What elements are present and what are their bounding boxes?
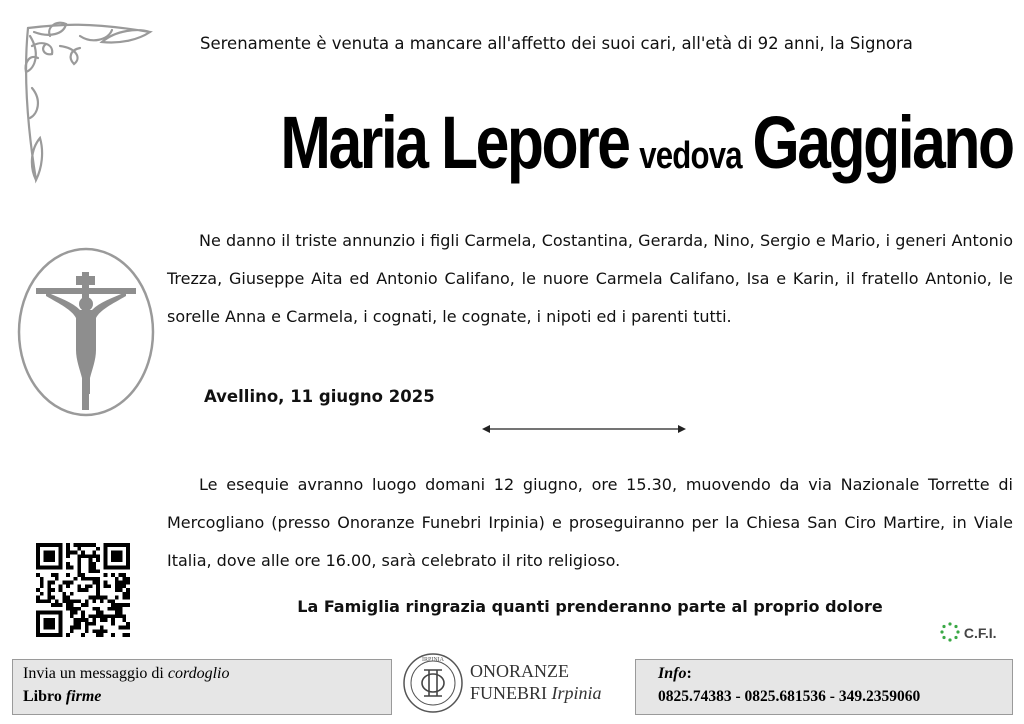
- double-arrow-divider-icon: [480, 422, 688, 436]
- info-phones[interactable]: 0825.74383 - 0825.681536 - 349.2359060: [658, 688, 921, 705]
- info-label-text: Info: [658, 665, 687, 682]
- corner-flourish-icon: [20, 18, 160, 188]
- cfi-logo-text: C.F.I.: [963, 625, 997, 641]
- funeral-details-paragraph: Le esequie avranno luogo domani 12 giugno, ore 15.30, muovendo da via Nazionale Torrette di Mercogliano (presso Onoranze Funebri Irpinia) e proseguiranno per la Chiesa San Ciro Martire, in Viale Italia, dove alle ore 16.00, sarà celebrato il rito religioso.: [167, 475, 1013, 570]
- funeral-home-brand: [470, 660, 602, 704]
- qr-code-icon[interactable]: [36, 543, 130, 637]
- brand-line-1: ONORANZE: [470, 661, 569, 681]
- cfi-logo-icon: [940, 622, 997, 642]
- cfi-dots-icon: [940, 622, 960, 642]
- place-date: Avellino, 11 giugno 2025: [204, 387, 435, 406]
- guestbook-link[interactable]: [23, 688, 101, 706]
- funeral-home-seal-icon: [402, 652, 464, 714]
- brand-line-2: [470, 682, 602, 704]
- deceased-widow-of: vedova: [639, 135, 742, 177]
- mourners-paragraph: Ne danno il triste annunzio i figli Carmela, Costantina, Gerarda, Nino, Sergio e Mario, i generi Antonio Trezza, Giuseppe Aita ed Antonio Califano, le nuore Carmela Califano, Isa e Karin, il fratello Antonio, le sorelle Anna e Carmela, i cognati, le cognate, i nipoti ed i parenti tutti.: [167, 231, 1013, 326]
- deceased-name: [200, 100, 1013, 185]
- send-condolence-link[interactable]: [23, 665, 230, 683]
- family-thanks: La Famiglia ringrazia quanti prenderanno parte al proprio dolore: [297, 597, 883, 616]
- brand-irpinia: Irpinia: [551, 683, 602, 703]
- send-condolence-label: Invia un messaggio di: [23, 665, 168, 682]
- info-label: [658, 665, 692, 683]
- deceased-married-name: Gaggiano: [752, 101, 1013, 184]
- intro-text: Serenamente è venuta a mancare all'affetto dei suoi cari, all'età di 92 anni, la Signora: [200, 34, 913, 53]
- seal-text: IRPINIA: [422, 657, 444, 663]
- guestbook-label: Libro: [23, 688, 66, 705]
- info-colon: :: [686, 665, 692, 682]
- condolence-box[interactable]: [12, 659, 392, 715]
- deceased-first-name: Maria Lepore: [280, 101, 629, 184]
- send-condolence-em: cordoglio: [167, 665, 230, 682]
- crucifix-icon: [16, 246, 156, 418]
- info-box: [635, 659, 1013, 715]
- guestbook-em: firme: [65, 688, 102, 705]
- brand-funebri: FUNEBRI: [470, 683, 552, 703]
